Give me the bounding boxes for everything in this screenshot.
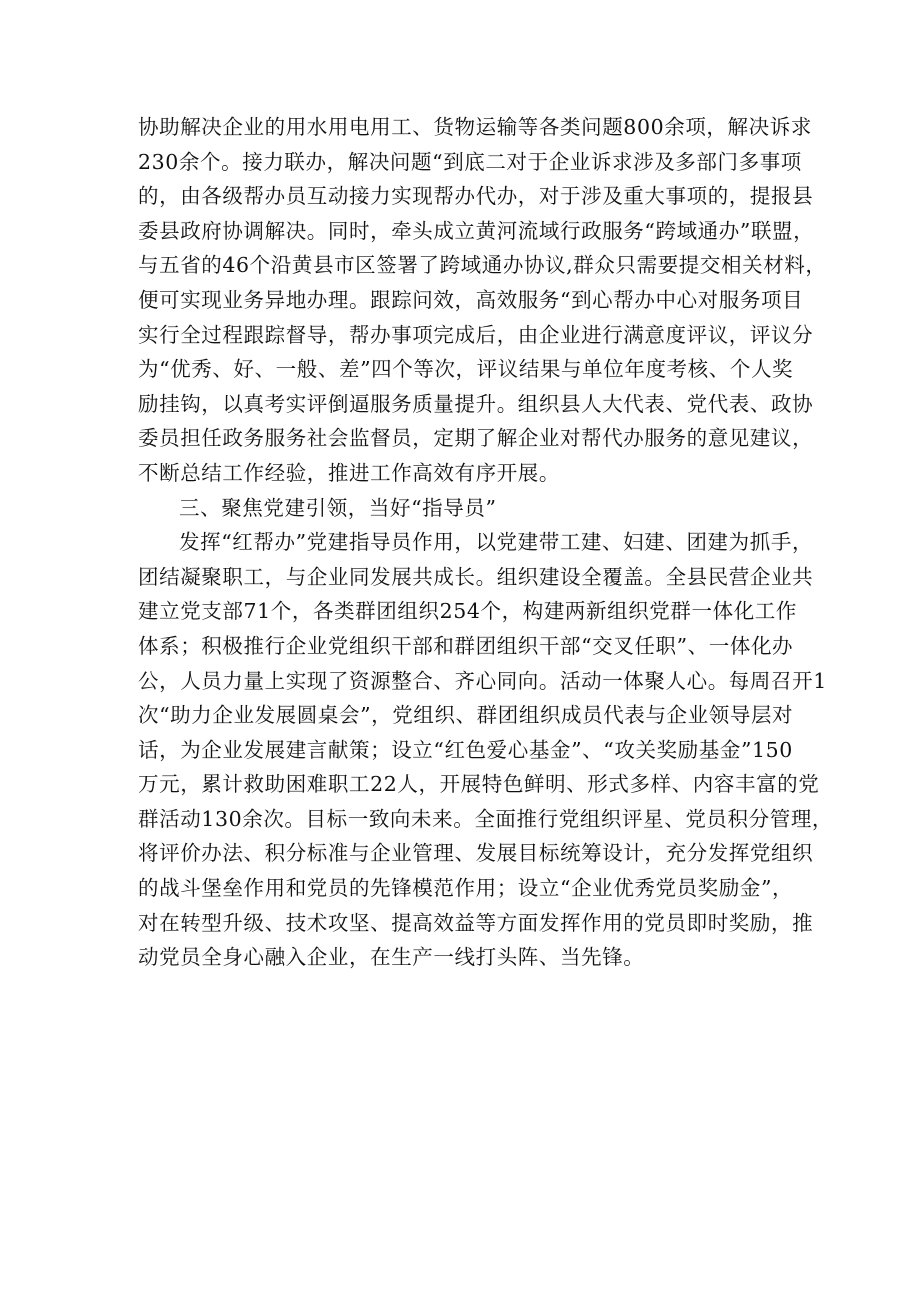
paragraph-line: 与五省的46个沿黄县市区签署了跨域通办协议,群众只需要提交相关材料，	[138, 253, 827, 278]
paragraph-line: 建立党支部71个，各类群团组织254个，构建两新组织党群一体化工作	[138, 599, 798, 624]
paragraph-line: 的，由各级帮办员互动接力实现帮办代办，对于涉及重大事项的，提报县	[138, 184, 814, 209]
paragraph-line: 发挥“红帮办”党建指导员作用，以党建带工建、妇建、团建为抓手，	[179, 530, 814, 555]
paragraph-line: 万元，累计救助困难职工22人，开展特色鲜明、形式多样、内容丰富的党	[138, 772, 820, 797]
paragraph-line: 励挂钩，以真考实评倒逼服务质量提升。组织县人大代表、党代表、政协	[138, 391, 814, 416]
paragraph-line: 对在转型升级、技术攻坚、提高效益等方面发挥作用的党员即时奖励，推	[138, 910, 814, 935]
paragraph-line: 体系；积极推行企业党组织干部和群团组织干部“交叉任职”、一体化办	[138, 633, 794, 658]
section-heading: 三、聚焦党建引领，当好“指导员”	[179, 495, 497, 520]
paragraph-line: 将评价办法、积分标准与企业管理、发展目标统筹设计，充分发挥党组织	[138, 841, 814, 866]
paragraph-line: 公，人员力量上实现了资源整合、齐心同向。活动一体聚人心。每周召开1	[138, 668, 827, 693]
paragraph-line: 为“优秀、好、一般、差”四个等次，评议结果与单位年度考核、个人奖	[138, 357, 794, 382]
paragraph-line: 群活动130余次。目标一致向未来。全面推行党组织评星、党员积分管理，	[138, 806, 834, 831]
paragraph-line: 委员担任政务服务社会监督员，定期了解企业对帮代办服务的意见建议，	[138, 426, 814, 451]
paragraph-line: 实行全过程跟踪督导，帮办事项完成后，由企业进行满意度评议，评议分	[138, 322, 814, 347]
paragraph-line: 的战斗堡垒作用和党员的先锋模范作用；设立“企业优秀党员奖励金”，	[138, 876, 794, 901]
paragraph-line: 委县政府协调解决。同时，牵头成立黄河流域行政服务“跨域通办”联盟，	[138, 218, 815, 243]
paragraph-line: 动党员全身心融入企业，在生产一线打头阵、当先锋。	[138, 945, 645, 970]
paragraph-line: 话，为企业发展建言献策；设立“红色爱心基金”、“攻关奖励基金”150	[138, 737, 793, 762]
paragraph-line: 协助解决企业的用水用电用工、货物运输等各类问题800余项，解决诉求	[138, 115, 812, 139]
document-body	[138, 110, 834, 975]
paragraph-line: 便可实现业务异地办理。跟踪问效，高效服务“到心帮办中心对服务项目	[138, 287, 804, 312]
paragraph-line: 230余个。接力联办，解决问题“到底二对于企业诉求涉及多部门多事项	[138, 149, 802, 174]
paragraph-line: 不断总结工作经验，推进工作高效有序开展。	[138, 460, 560, 485]
paragraph-line: 团结凝聚职工，与企业同发展共成长。组织建设全覆盖。全县民营企业共	[138, 564, 814, 589]
paragraph-line: 次“助力企业发展圆桌会”，党组织、群团组织成员代表与企业领导层对	[138, 703, 794, 728]
